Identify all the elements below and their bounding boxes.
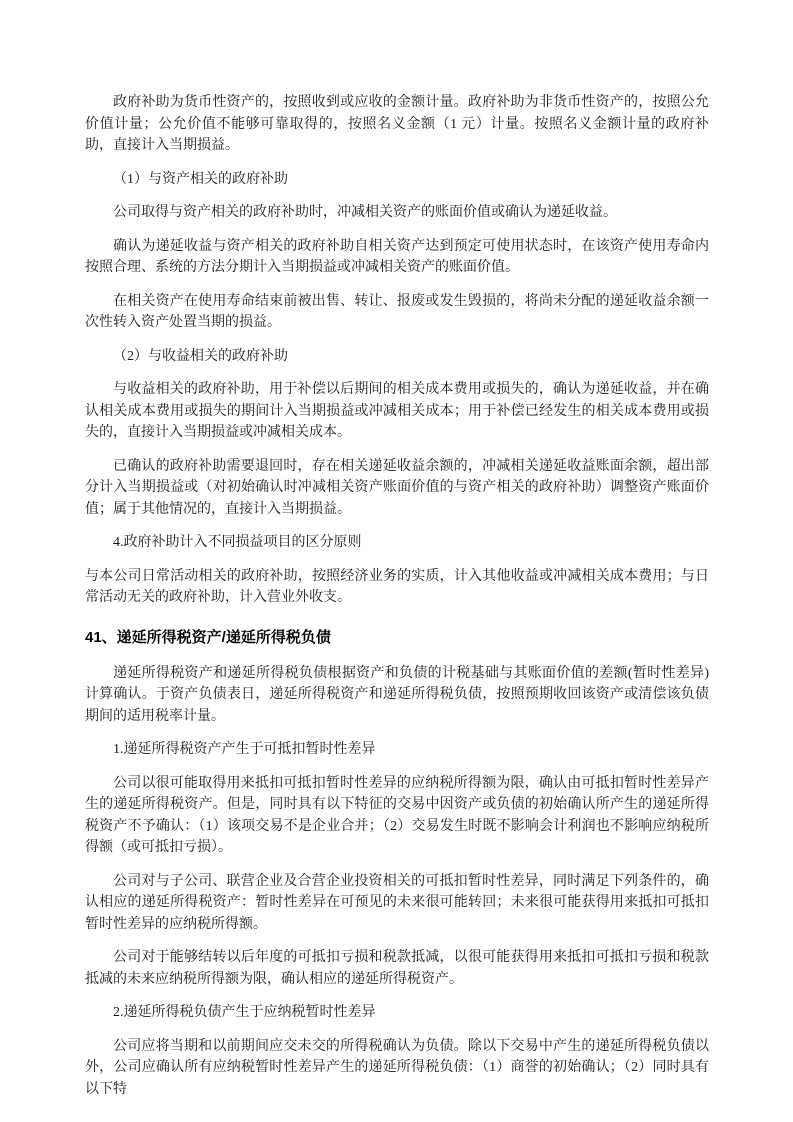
- subitem-asset-related-subsidy: （1）与资产相关的政府补助: [113, 171, 288, 187]
- section-heading-41-deferred-tax: 41、递延所得税资产/递延所得税负债: [85, 628, 331, 646]
- paragraph-carryforward-losses: 公司对于能够结转以后年度的可抵扣亏损和税款抵减，以很可能获得用来抵扣可抵扣亏损和税款抵减的未来应纳税所得额为限，确认相应的递延所得税资产。: [85, 950, 709, 987]
- paragraph-daily-activity-subsidy: 与本公司日常活动相关的政府补助，按照经济业务的实质，计入其他收益或冲减相关成本费用；与日常活动无关的政府补助，计入营业外收支。: [85, 568, 709, 605]
- paragraph-subsidy-measurement: 政府补助为货币性资产的，按照收到或应收的金额计量。政府补助为非货币性资产的，按照公允价值计量；公允价值不能够可靠取得的，按照名义金额（1 元）计量。按照名义金额计量的政府补助，直接计入当期损益。: [85, 95, 709, 153]
- paragraph-subsidy-refund: 已确认的政府补助需要退回时，存在相关递延收益余额的，冲减相关递延收益账面余额，超出部分计入当期损益或（对初始确认时冲减相关资产账面价值的与资产相关的政府补助）调整资产账面价值；属于其他情况的，直接计入当期损益。: [85, 458, 709, 517]
- paragraph-income-subsidy-treatment: 与收益相关的政府补助，用于补偿以后期间的相关成本费用或损失的，确认为递延收益，并在确认相关成本费用或损失的期间计入当期损益或冲减相关成本；用于补偿已经发生的相关成本费用或损失的，直接计入当期损益或冲减相关成本。: [85, 382, 709, 440]
- paragraph-deferred-income-amortization: 确认为递延收益与资产相关的政府补助自相关资产达到预定可使用状态时，在该资产使用寿命内按照合理、系统的方法分期计入当期损益或冲减相关资产的账面价值。: [85, 238, 709, 275]
- paragraph-subsidiary-investment-difference: 公司对与子公司、联营企业及合营企业投资相关的可抵扣暂时性差异，同时满足下列条件的，确认相应的递延所得税资产：暂时性差异在可预见的未来很可能转回；未来很可能获得用来抵扣可抵扣暂时性差异的应纳税所得额。: [85, 873, 709, 932]
- subitem-deferred-tax-asset: 1.递延所得税资产产生于可抵扣暂时性差异: [113, 742, 376, 757]
- paragraph-deductible-difference-recognition: 公司以很可能取得用来抵扣可抵扣暂时性差异的应纳税所得额为限，确认由可抵扣暂时性差异产生的递延所得税资产。但是，同时具有以下特征的交易中因资产或负债的初始确认所产生的递延所得税资产不予确认：（1）该项交易不是企业合并；（2）交易发生时既不影响会计利润也不影响应纳税所得额（或可抵扣亏损）。: [85, 775, 709, 855]
- paragraph-asset-disposal: 在相关资产在使用寿命结束前被出售、转让、报废或发生毁损的，将尚未分配的递延收益余额一次性转入资产处置当期的损益。: [85, 293, 709, 330]
- paragraph-deferred-tax-basis: 递延所得税资产和递延所得税负债根据资产和负债的计税基础与其账面价值的差额(暂时性差异)计算确认。于资产负债表日，递延所得税资产和递延所得税负债，按照预期收回该资产或清偿该负债期间的适用税率计量。: [85, 665, 709, 724]
- subitem-income-related-subsidy: （2）与收益相关的政府补助: [113, 348, 288, 364]
- paragraph-asset-subsidy-recognition: 公司取得与资产相关的政府补助时，冲减相关资产的账面价值或确认为递延收益。: [113, 205, 617, 220]
- paragraph-taxable-difference-liability: 公司应将当期和以前期间应交未交的所得税确认为负债。除以下交易中产生的递延所得税负债以外，公司应确认所有应纳税暂时性差异产生的递延所得税负债：（1）商誉的初始确认；（2）同时具有以下特: [85, 1038, 709, 1097]
- subitem-deferred-tax-liability: 2.递延所得税负债产生于应纳税暂时性差异: [113, 1005, 376, 1020]
- subitem-profit-loss-classification: 4.政府补助计入不同损益项目的区分原则: [113, 535, 362, 550]
